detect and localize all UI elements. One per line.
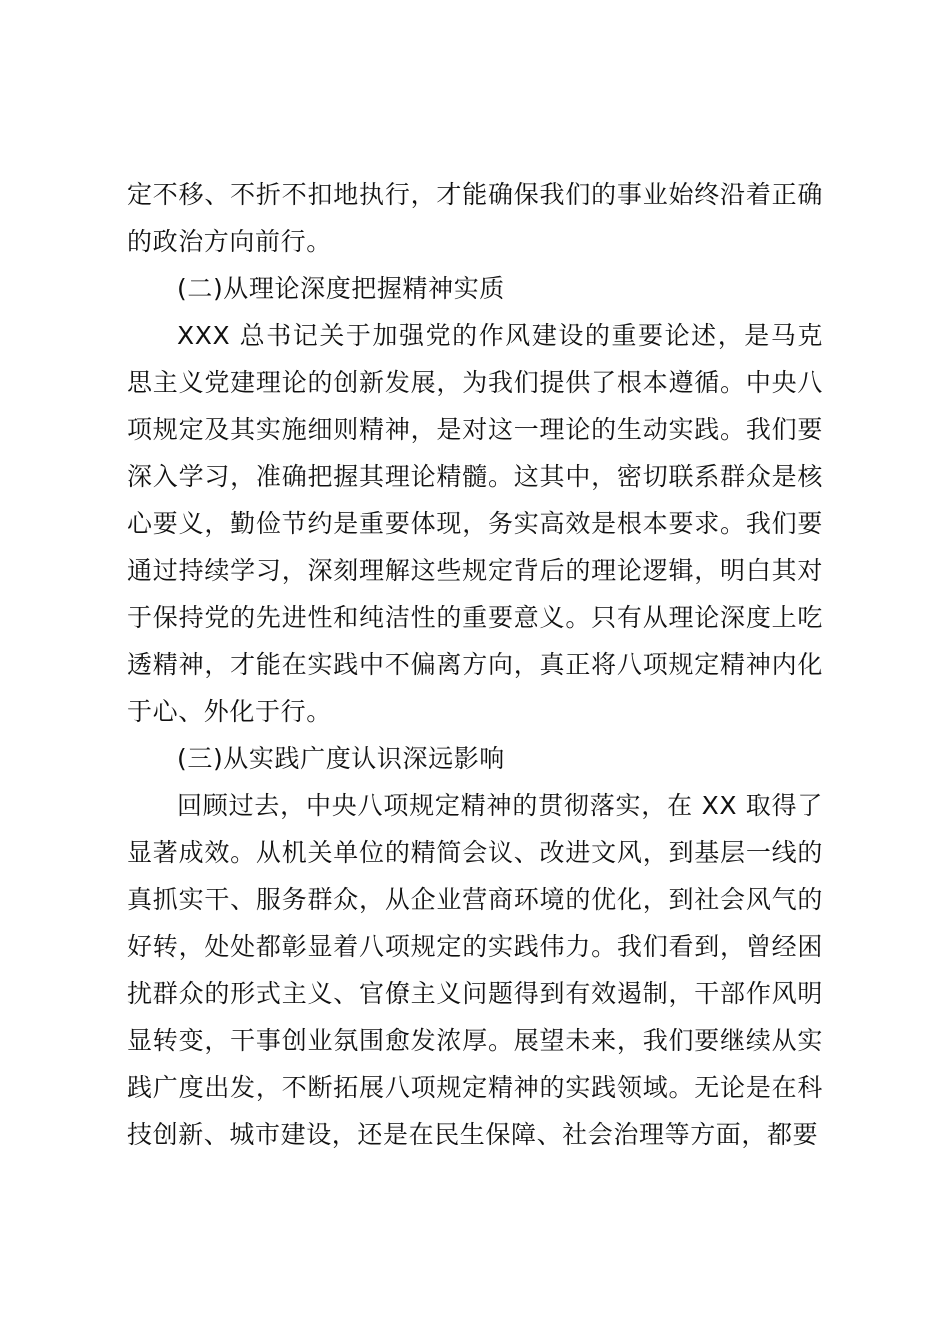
paragraph-theory: XXX 总书记关于加强党的作风建设的重要论述，是马克思主义党建理论的创新发展，为我们提供了根本遵循。中央八项规定及其实施细则精神，是对这一理论的生动实践。我们要深入学习，准确把握其理论精髓。这其中，密切联系群众是核心要义，勤俭节约是重要体现，务实高效是根本要求。我们要通过持续学习，深刻理解这些规定背后的理论逻辑，明白其对于保持党的先进性和纯洁性的重要意义。只有从理论深度上吃透精神，才能在实践中不偏离方向，真正将八项规定精神内化于心、外化于行。 [127,321,823,726]
section-heading-3: (三)从实践广度认识深远影响 [177,744,505,773]
paragraph-continuation: 定不移、不折不扣地执行，才能确保我们的事业始终沿着正确的政治方向前行。 [127,180,823,256]
section-heading-2: (二)从理论深度把握精神实质 [177,274,505,303]
paragraph-practice: 回顾过去，中央八项规定精神的贯彻落实，在 XX 取得了显著成效。从机关单位的精简会议、改进文风，到基层一线的真抓实干、服务群众，从企业营商环境的优化，到社会风气的好转，处处都彰显着八项规定的实践伟力。我们看到，曾经困扰群众的形式主义、官僚主义问题得到有效遏制，干部作风明显转变，干事创业氛围愈发浓厚。展望未来，我们要继续从实践广度出发，不断拓展八项规定精神的实践领域。无论是在科技创新、城市建设，还是在民生保障、社会治理等方面，都要 [127,791,823,1149]
document-body [127,171,823,1158]
